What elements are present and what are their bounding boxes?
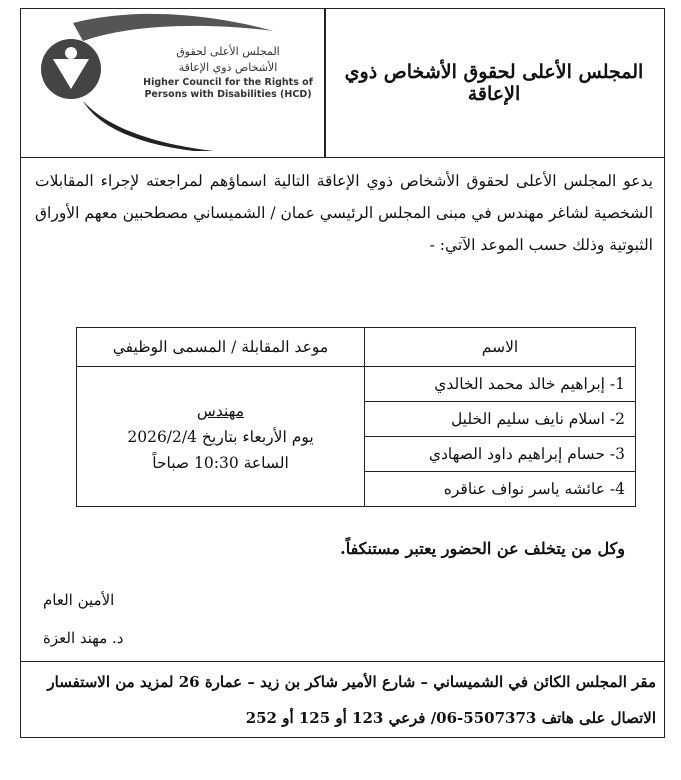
footer-address: مقر المجلس الكائن في الشميساني – شارع الأمير شاكر بن زيد – عمارة 26 لمزيد من الاستفسار [47,673,656,691]
candidates-table [76,327,636,507]
logo-english-line1: Higher Council for the Rights of [143,77,313,88]
candidate-name: 4- عائشه ياسر نواف عناقره [365,472,636,507]
footer-contact: الاتصال على هاتف 5507373-06/ فرعي 123 أو 125 أو 252 [245,709,656,727]
table-row [77,367,636,402]
header-divider [324,9,326,157]
signature-name: د. مهند العزة [43,629,124,647]
candidate-name: 1- إبراهيم خالد محمد الخالدي [365,367,636,402]
table-header-row [77,328,636,367]
logo-english-line2: Persons with Disabilities (HCD) [144,89,312,100]
absence-note: وكل من يتخلف عن الحضور يعتبر مستنكفاً. [340,539,625,558]
column-header-name: الاسم [365,328,636,367]
job-title: مهندس [196,401,245,420]
hcd-logo [23,11,323,151]
intro-paragraph: يدعو المجلس الأعلى لحقوق الأشخاص ذوي الإعاقة التالية اسماؤهم لمراجعته لإجراء المقابلات الشخصية لشاغر مهندس في مبنى المجلس الرئيسي عمان / الشميساني مصطحبين معهم الأوراق الثبوتية وذلك حسب الموعد الآتي: - [35,172,653,254]
page-title: المجلس الأعلى لحقوق الأشخاص ذوي الإعاقة [344,61,644,105]
logo-arabic-line2: الأشخاص ذوي الإعاقة [178,61,278,74]
logo-english [133,77,323,101]
column-header-info: موعد المقابلة / المسمى الوظيفي [77,328,365,367]
interview-details [77,367,365,507]
logo-arabic-line1: المجلس الأعلى لحقوق [176,45,280,58]
document-frame [20,8,665,738]
candidate-name: 2- اسلام نايف سليم الخليل [365,402,636,437]
header [21,9,664,158]
footer [21,661,664,737]
interview-time: الساعة 10:30 صباحاً [152,453,289,472]
interview-date: يوم الأربعاء بتاريخ 2026/2/4 [127,427,314,446]
signature-title: الأمين العام [43,591,115,609]
candidate-name: 3- حسام إبراهيم داود الصهادي [365,437,636,472]
